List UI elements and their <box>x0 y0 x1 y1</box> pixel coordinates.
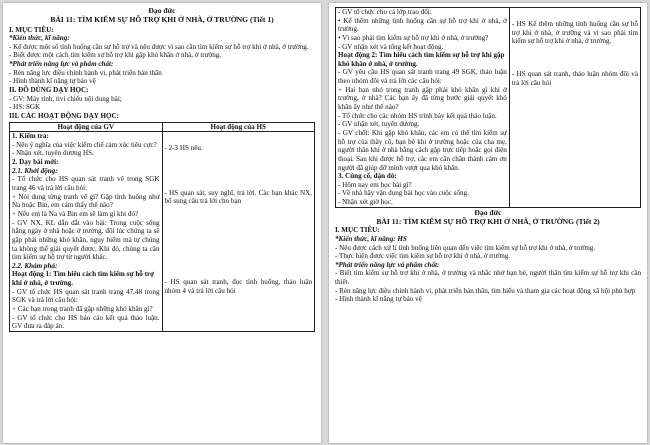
subsection-heading: 2.2. Khám phá: <box>12 261 58 270</box>
subsection-heading: 2.1. Khởi động: <box>12 166 58 175</box>
objectives-heading: I. MỤC TIÊU: <box>335 226 380 235</box>
student-line: - HS quan sát tranh, thảo luận nhóm đôi và trả lời câu hỏi <box>511 69 638 87</box>
lesson-title: BÀI 11: TÌM KIẾM SỰ HỖ TRỢ KHI Ở NHÀ, Ở TRƯỜNG (Tiết 1) <box>50 15 274 25</box>
teacher-line: + Hai bạn nhỏ trong tranh gặp phải khó khăn gì khi ở trường, ở nhà? Các bạn ấy đã từng bước giải quyết khó khăn ấy như thế nào? <box>338 85 507 112</box>
teacher-line: + Các bạn trong tranh đã gặp những khó khăn gì? <box>12 305 153 313</box>
section-heading: 3. Củng cố, dặn dò: <box>338 172 397 181</box>
teacher-line: - GV nhận xét, tuyên dương. <box>338 120 420 129</box>
student-activities-cell <box>162 132 315 332</box>
competence-heading: *Phát triển năng lực và phẩm chất: <box>335 260 440 269</box>
document-page-left <box>3 3 321 443</box>
competence-line: - Biết tìm kiếm sự hỗ trợ khi ở nhà, ở trường và nhắc nhở bạn bè, người thân tìm kiếm sự hỗ trợ khi cần thiết. <box>335 269 641 287</box>
subject-heading: Đạo đức <box>474 207 502 217</box>
table-row <box>10 132 315 332</box>
table-header-row <box>10 122 315 132</box>
teacher-line: + Nếu em là Na và Bin em sẽ làm gì khi đó? <box>12 209 139 218</box>
teacher-activities-cell <box>10 132 163 332</box>
subject-heading: Đạo đức <box>148 6 176 15</box>
competence-line: - Rèn năng lực điều chỉnh hành vi, phát triển bản thân, tìm hiểu và tham gia các hoạt động xã hội phù hợp <box>335 286 636 295</box>
teacher-activities-cell <box>336 8 510 208</box>
teacher-line: - GV tổ chức HS quan sát tranh trang 47,48 trong SGK và trả lời câu hỏi: <box>12 287 160 305</box>
teacher-line: - Về nhà hãy vận dụng bài học vào cuộc sống. <box>338 189 469 198</box>
knowledge-line: - Biết được một cách tìm kiếm sự hỗ trợ khi gặp khó khăn ở nhà, ở trường. <box>9 51 222 60</box>
activities-table-continued <box>335 7 641 208</box>
teacher-line: - Tổ chức cho HS quan sát tranh vẽ trong SGK trang 46 và trả lời câu hỏi: <box>12 175 160 193</box>
activities-table <box>9 122 315 332</box>
teacher-line: • Kể thêm những tình huống cần sự hỗ trợ khi ở nhà, ở trường. <box>338 16 507 34</box>
student-line: - HS Kể thêm những tình huống cần sự hỗ trợ khi ở nhà, ở trường và vì sao phải tìm kiếm sự hỗ trợ khi ở nhà, ở trường. <box>511 20 638 46</box>
activities-heading: III. CÁC HOẠT ĐỘNG DẠY HỌC: <box>9 111 119 120</box>
competence-line: - Rèn năng lực điều chỉnh hành vi, phát triển bản thân <box>9 68 162 77</box>
student-line: - 2-3 HS nêu. <box>164 144 203 153</box>
teacher-line: - GV nhận xét và tổng kết hoạt động. <box>338 42 444 51</box>
column-header-teacher: Hoạt động của GV <box>10 122 163 132</box>
activity-heading: Hoạt động 1: Tìm hiểu cách tìm kiếm sự hỗ trợ khi ở nhà, ở trường. <box>12 270 155 288</box>
column-header-student: Hoạt động của HS <box>162 122 315 132</box>
teacher-line: - Nêu ý nghĩa của việc kiểm chế cảm xúc tiêu cực? <box>12 140 157 149</box>
materials-line: - HS: SGK <box>9 103 41 112</box>
teacher-line: - GV tổ chức cho HS báo cáo kết quả thảo luận. GV đưa ra đáp án. <box>12 313 160 331</box>
knowledge-line: - Kể được một số tình huống cần sự hỗ trợ và nêu được vì sao cần tìm kiếm sự hỗ trợ khi ở nhà, ở trường. <box>9 42 309 51</box>
competence-heading: *Phát triển năng lực và phẩm chất: <box>9 60 114 69</box>
teacher-line: - GV yêu cầu HS quan sát tranh trang 49 SGK, thảo luận theo nhóm đôi và trả lời các câu hỏi: <box>338 68 507 86</box>
materials-line: - GV: Máy tính, tivi chiếu nội dung bài; <box>9 94 122 103</box>
materials-heading: II. ĐỒ DÙNG DẠY HỌC: <box>9 85 89 94</box>
section-heading: 2. Dạy bài mới: <box>12 158 59 167</box>
teacher-line: - GV chốt: Khi gặp khó khăn, các em có thể tìm kiếm sự hỗ trợ của thầy cô, bạn bè khi ở trường hoặc của cha mẹ, người thân khi ở nhà bằng cách gặp trực tiếp hoặc gọi điện thoại. Sau khi được hỗ trợ, các em cần chân thành cảm ơn người đã giúp đỡ mình vượt qua khó khăn. <box>338 128 507 172</box>
teacher-line: • Vì sao phải tìm kiếm sự hỗ trợ khi ở nhà, ở trường? <box>338 33 489 42</box>
knowledge-heading: *Kiến thức, kĩ năng: HS <box>335 234 407 243</box>
teacher-line: - Hôm nay em học bài gì? <box>338 180 412 189</box>
competence-line: - Hình thành kĩ năng tự bảo vệ <box>9 77 96 86</box>
teacher-line: - Tổ chức cho các nhóm HS trình bày kết quả thảo luận. <box>338 111 497 120</box>
student-line: - HS quan sát tranh, đọc tình huống, thảo luận nhóm 4 và trả lời câu hỏi <box>164 278 312 295</box>
knowledge-line: - Nêu được cách xử lí tình huống liên quan đến việc tìm kiếm sự hỗ trợ khi ở nhà, ở trường. <box>335 243 596 252</box>
teacher-line: - GV tổ chức cho cả lớp trao đổi: <box>338 8 432 16</box>
knowledge-heading: *Kiến thức, kĩ năng: <box>9 34 70 43</box>
document-page-right <box>329 3 647 443</box>
student-activities-cell <box>509 8 640 208</box>
activity-heading: Hoạt động 2: Tìm hiểu cách tìm kiếm sự hỗ trợ khi gặp khó khăn ở nhà, ở trường. <box>338 51 505 68</box>
teacher-line: - GV NX, KL dẫn dắt vào bài: Trong cuộc sống hằng ngày ở nhà hoặc ở trường, đôi lúc chúng ta sẽ gặp phải những khó khăn, nguy hiểm mà tự chúng ta không thể giải quyết được. Khi đó, chúng ta cần tìm kiếm sự hỗ trợ từ người khác. <box>12 218 160 262</box>
teacher-line: + Nói dung từng tranh vẽ gì? Gặp tình huống như Na hoặc Bin, em cảm thấy thế nào? <box>12 192 160 210</box>
competence-line: - Hình thành kĩ năng tự bảo vệ <box>335 295 422 304</box>
teacher-line: - Nhận xét, tuyên dương HS. <box>12 149 94 158</box>
lesson-title: BÀI 11: TÌM KIẾM SỰ HỖ TRỢ KHI Ở NHÀ, Ở TRƯỜNG (Tiết 2) <box>376 216 600 226</box>
teacher-line: - Nhận xét giờ học. <box>338 198 393 207</box>
knowledge-line: - Thực hiện được việc tìm kiếm sự hỗ trợ khi ở nhà, ở trường. <box>335 252 511 261</box>
section-heading: 1. Kiểm tra: <box>12 132 49 141</box>
table-row <box>336 8 641 208</box>
objectives-heading: I. MỤC TIÊU: <box>9 25 54 34</box>
student-line: - HS quan sát, suy nghĩ, trả lời. Các bạn khác NX, bổ sung câu trả lời cho bạn <box>164 188 312 206</box>
